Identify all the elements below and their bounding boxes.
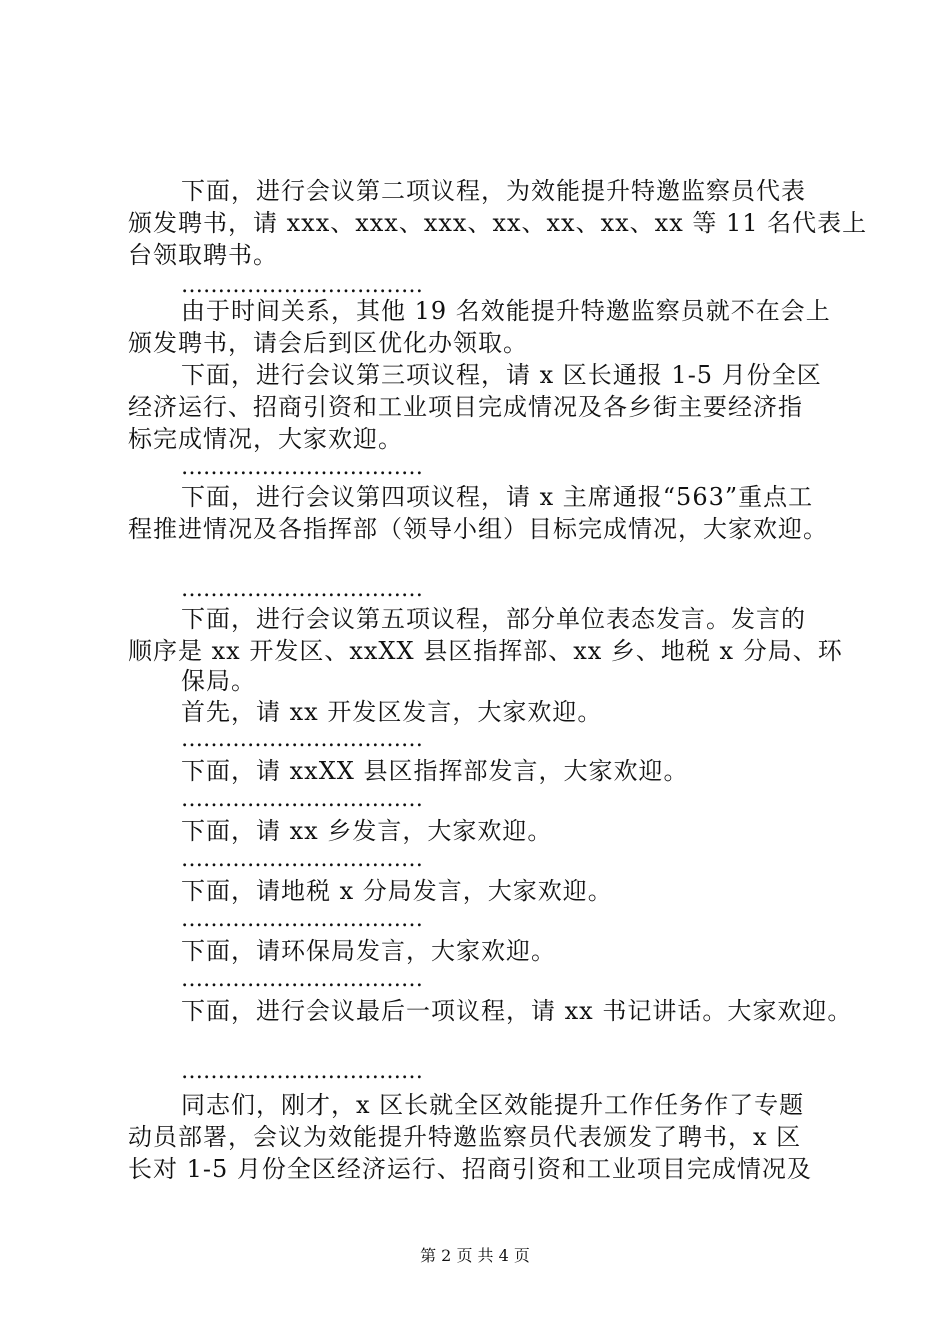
separator-dots: …………………………… [181, 727, 423, 752]
text-line: 下面，请 xx 乡发言，大家欢迎。 [181, 817, 553, 845]
page-number-footer: 第 2 页 共 4 页 [420, 1246, 530, 1265]
separator-dots: …………………………… [181, 1059, 423, 1084]
text-line: 颁发聘书，请 xxx、xxx、xxx、xx、xx、xx、xx 等 11 名代表上 [128, 209, 868, 237]
text-line: 下面，请地税 x 分局发言，大家欢迎。 [181, 877, 613, 905]
separator-dots: …………………………… [181, 907, 423, 932]
text-line: 首先，请 xx 开发区发言，大家欢迎。 [181, 698, 603, 726]
text-line: 下面，进行会议第三项议程，请 x 区长通报 1-5 月份全区 [181, 361, 822, 389]
text-line: 保局。 [181, 667, 256, 695]
text-line: 动员部署，会议为效能提升特邀监察员代表颁发了聘书，x 区 [128, 1123, 802, 1151]
text-line: 由于时间关系，其他 19 名效能提升特邀监察员就不在会上 [181, 297, 831, 325]
text-line: 下面，请 xxXX 县区指挥部发言，大家欢迎。 [181, 757, 689, 785]
text-line: 下面，进行会议第二项议程，为效能提升特邀监察员代表 [181, 177, 806, 205]
separator-dots: …………………………… [181, 787, 423, 812]
separator-dots: …………………………… [181, 847, 423, 872]
text-line: 同志们，刚才，x 区长就全区效能提升工作任务作了专题 [181, 1091, 805, 1119]
text-line: 程推进情况及各指挥部（领导小组）目标完成情况，大家欢迎。 [128, 515, 828, 543]
separator-dots: …………………………… [181, 455, 423, 480]
text-line: 下面，进行会议最后一项议程，请 xx 书记讲话。大家欢迎。 [181, 997, 853, 1025]
text-line: 下面，请环保局发言，大家欢迎。 [181, 937, 556, 965]
separator-dots: …………………………… [181, 273, 423, 298]
text-line: 长对 1-5 月份全区经济运行、招商引资和工业项目完成情况及 [128, 1155, 812, 1183]
text-line: 下面，进行会议第四项议程，请 x 主席通报“563”重点工 [181, 483, 814, 511]
text-line: 标完成情况，大家欢迎。 [128, 425, 403, 453]
separator-dots: …………………………… [181, 967, 423, 992]
text-line: 下面，进行会议第五项议程，部分单位表态发言。发言的 [181, 605, 806, 633]
text-line: 台领取聘书。 [128, 241, 278, 269]
text-line: 顺序是 xx 开发区、xxXX 县区指挥部、xx 乡、地税 x 分局、环 [128, 637, 843, 665]
text-line: 经济运行、招商引资和工业项目完成情况及各乡街主要经济指 [128, 393, 803, 421]
text-line: 颁发聘书，请会后到区优化办领取。 [128, 329, 528, 357]
separator-dots: …………………………… [181, 577, 423, 602]
